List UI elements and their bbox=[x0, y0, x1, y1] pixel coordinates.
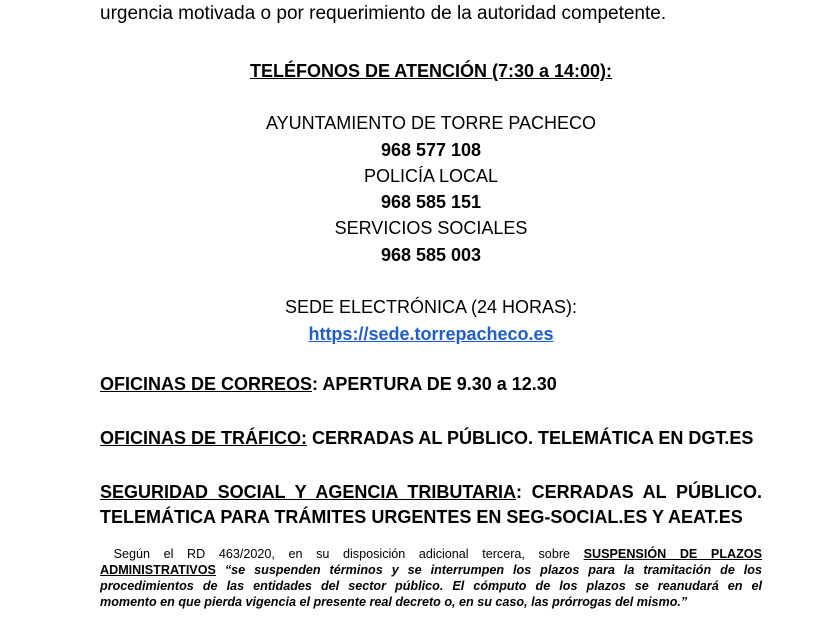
phones-heading: TELÉFONOS DE ATENCIÓN (7:30 a 14:00): bbox=[249, 61, 613, 81]
org-policia: POLICÍA LOCAL bbox=[363, 166, 499, 186]
legal-line-1: Según el RD 463/2020, en su disposición adicional tercera, sobre SUSPENSIÓN DE PLAZOS bbox=[113, 547, 763, 561]
sede-label: SEDE ELECTRÓNICA (24 HORAS): bbox=[284, 297, 578, 317]
phone-ayuntamiento: 968 577 108 bbox=[380, 140, 482, 160]
trafico-text: CERRADAS AL PÚBLICO. TELEMÁTICA EN DGT.ES bbox=[307, 428, 754, 448]
correos-label: OFICINAS DE CORREOS bbox=[100, 374, 313, 394]
legal-italic-2: “se suspenden términos y se interrumpen los plazos para la tramitación de los bbox=[224, 563, 762, 577]
legal-bold-1: SUSPENSIÓN DE PLAZOS bbox=[583, 547, 763, 561]
sede-link[interactable]: https://sede.torrepacheco.es bbox=[308, 324, 554, 344]
trafico-label: OFICINAS DE TRÁFICO: bbox=[100, 428, 307, 448]
org-servicios-sociales: SERVICIOS SOCIALES bbox=[334, 218, 528, 238]
seguridad-line-2: TELEMÁTICA PARA TRÁMITES URGENTES EN SEG-SOCIAL.ES Y AEAT.ES bbox=[100, 507, 743, 527]
intro-text: urgencia motivada o por requerimiento de la autoridad competente. bbox=[100, 3, 667, 24]
org-ayuntamiento: AYUNTAMIENTO DE TORRE PACHECO bbox=[265, 113, 597, 133]
trafico-line bbox=[100, 428, 762, 449]
correos-text: : APERTURA DE 9.30 a 12.30 bbox=[312, 374, 557, 394]
phone-servicios-sociales: 968 585 003 bbox=[380, 245, 482, 265]
legal-line-4: momento en que pierda vigencia el presente real decreto o, en su caso, las prórrogas del mismo.” bbox=[100, 595, 688, 609]
correos-line bbox=[100, 374, 762, 395]
legal-paragraph bbox=[100, 546, 762, 610]
legal-line-3: procedimientos de las entidades del sector público. El cómputo de los plazos se reanudará en el bbox=[100, 579, 762, 593]
seguridad-label: SEGURIDAD SOCIAL Y AGENCIA TRIBUTARIA bbox=[100, 482, 516, 502]
legal-line-2 bbox=[100, 562, 762, 578]
seguridad-text: : CERRADAS AL PÚBLICO. bbox=[516, 482, 762, 502]
phone-policia: 968 585 151 bbox=[380, 192, 482, 212]
seguridad-line-1 bbox=[100, 482, 762, 503]
legal-bold-2: ADMINISTRATIVOS bbox=[100, 563, 216, 577]
